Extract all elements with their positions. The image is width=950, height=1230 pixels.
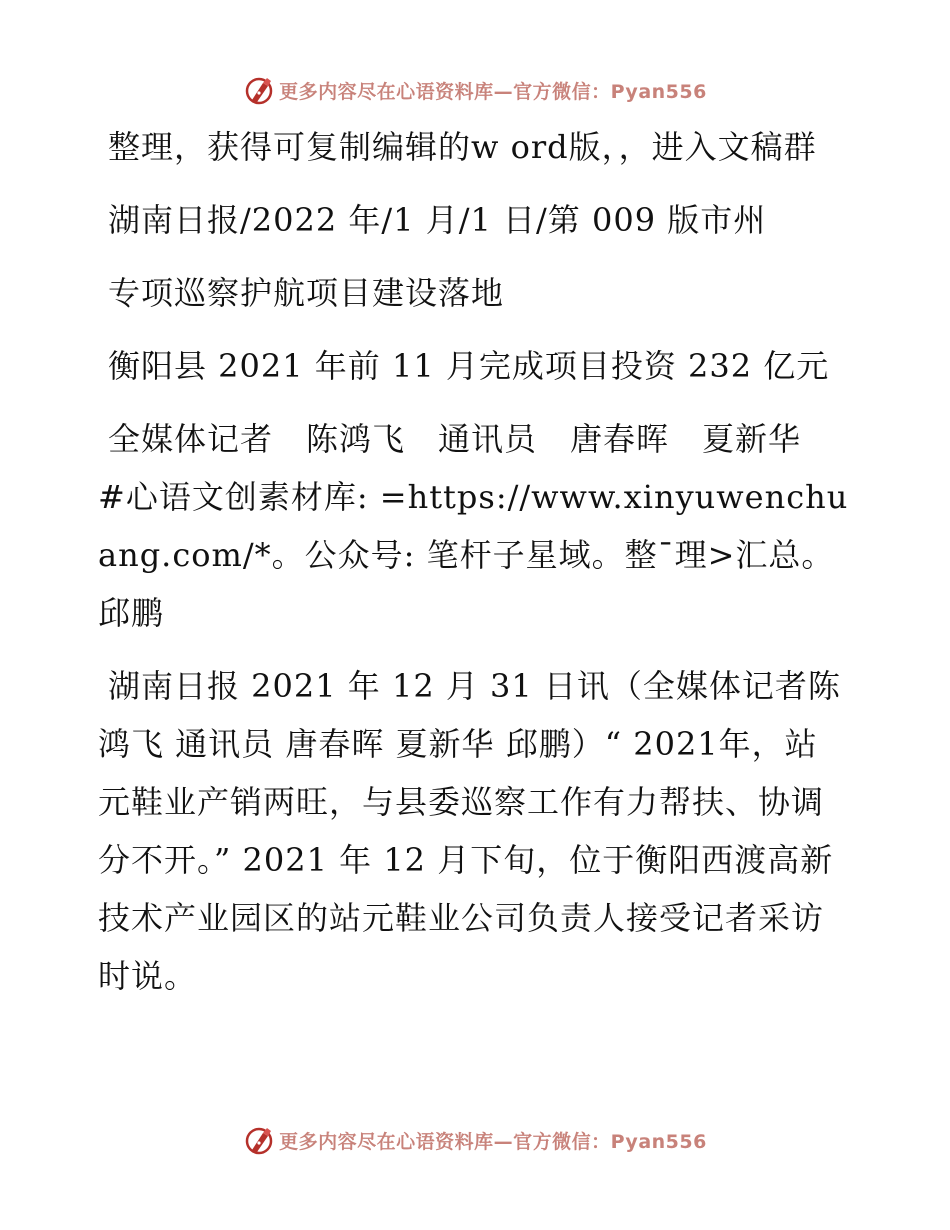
pen-nib-logo-icon bbox=[243, 1124, 275, 1156]
article-byline: 全媒体记者 陈鸿飞 通讯员 唐春晖 夏新华 bbox=[108, 420, 802, 458]
paragraph-watermark-note: #心语文创素材库: =https://www.xinyuwenchuang.com/*。公众号: 笔杆子星域。整¯理>汇总。邱鹏 bbox=[98, 478, 849, 632]
paragraph-source: 湖南日报/2022 年/1 月/1 日/第 009 版市州 bbox=[108, 201, 767, 239]
footer-banner-text: 更多内容尽在心语资料库—官方微信：Pyan556 bbox=[279, 1130, 707, 1153]
footer-banner bbox=[0, 1120, 950, 1160]
article-subtitle: 衡阳县 2021 年前 11 月完成项目投资 232 亿元 bbox=[108, 347, 830, 385]
header-banner-text: 更多内容尽在心语资料库—官方微信：Pyan556 bbox=[279, 80, 707, 103]
header-banner bbox=[0, 70, 950, 110]
article-title: 专项巡察护航项目建设落地 bbox=[108, 274, 505, 312]
document-body bbox=[98, 118, 850, 1020]
pen-nib-logo-icon bbox=[243, 74, 275, 106]
paragraph-intro: 整理，获得可复制编辑的w ord版，，进入文稿群 bbox=[108, 128, 817, 166]
article-body: 湖南日报 2021 年 12 月 31 日讯（全媒体记者陈鸿飞 通讯员 唐春晖 夏新华 邱鹏）“ 2021年，站元鞋业产销两旺，与县委巡察工作有力帮扶、协调分不开。” 2021 年 12 月下旬，位于衡阳西渡高新技术产业园区的站元鞋业公司负责人接受记者采访时说。 bbox=[98, 667, 841, 995]
